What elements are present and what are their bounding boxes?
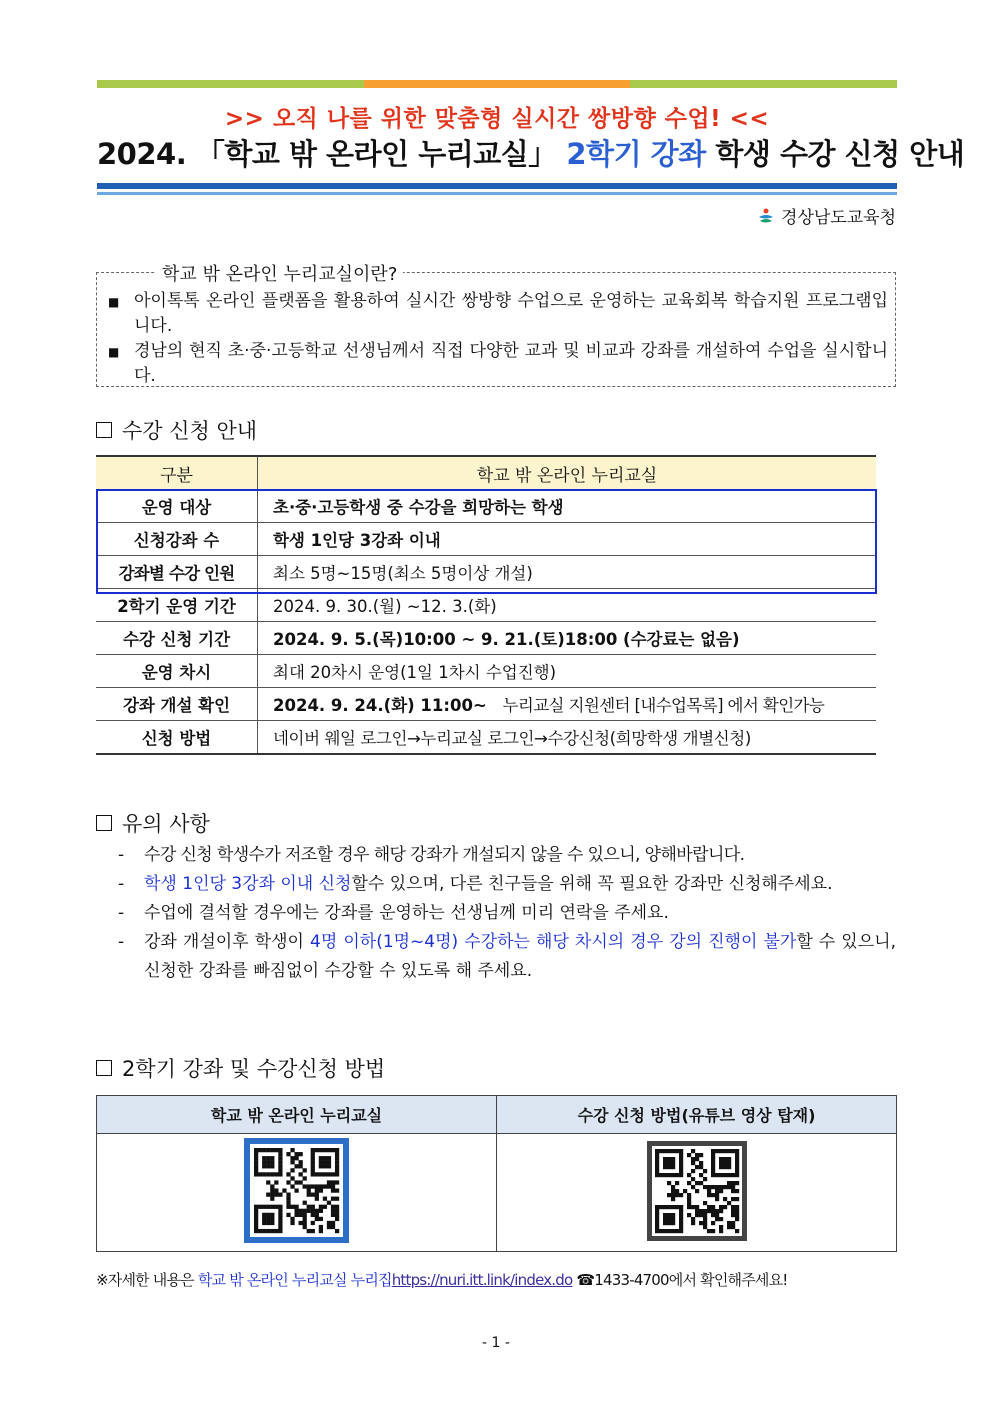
title-part2: 2학기 강좌	[566, 137, 706, 171]
title-part1: 2024. 「학교 밖 온라인 누리교실」	[97, 137, 557, 171]
checkbox-icon	[96, 1060, 112, 1076]
list-item: ■ 아이톡톡 온라인 플랫폼을 활용하여 실시간 쌍방향 수업으로 운영하는 교육회복 학습지원 프로그램입니다.	[108, 289, 888, 339]
footer-note: ※자세한 내용은 학교 밖 온라인 누리교실 누리집https://nuri.itt.link/index.do ☎1433-4700에서 확인해주세요!	[96, 1271, 788, 1289]
table-row: 신청강좌 수 학생 1인당 3강좌 이내	[96, 523, 876, 556]
list-item: - 수업에 결석할 경우에는 강좌를 운영하는 선생님께 미리 연락을 주세요.	[118, 903, 669, 923]
page-title	[97, 132, 965, 173]
list-item: - 학생 1인당 3강좌 이내 신청할수 있으며, 다른 친구들을 위해 꼭 필요한 강좌만 신청해주세요.	[118, 874, 833, 894]
education-office-logo-icon	[757, 207, 775, 225]
table-header-cell: 학교 밖 온라인 누리교실	[258, 456, 877, 490]
table-row: 2학기 운영 기간 2024. 9. 30.(월) ~12. 3.(화)	[96, 589, 876, 622]
header-subtitle: >> 오직 나를 위한 맞춤형 실시간 쌍방향 수업! <<	[224, 106, 770, 132]
organization-name: 경상남도교육청	[781, 208, 896, 228]
table-row: 강좌 개설 확인 2024. 9. 24.(화) 11:00~ 누리교실 지원센터 [내수업목록] 에서 확인가능	[96, 688, 876, 721]
section-heading-notes: 유의 사항	[96, 808, 210, 838]
title-underline-bar	[97, 183, 897, 195]
square-bullet-icon: ■	[108, 345, 120, 359]
page-number: - 1 -	[482, 1335, 510, 1351]
notes-list	[118, 841, 896, 986]
table-header-cell: 구분	[96, 456, 258, 490]
qr-header-nuri: 학교 밖 온라인 누리교실	[97, 1096, 497, 1134]
list-item: - 수강 신청 학생수가 저조할 경우 해당 강좌가 개설되지 않을 수 있으니, 양해바랍니다.	[118, 845, 745, 865]
section-heading-application: 수강 신청 안내	[96, 415, 257, 445]
organization	[757, 203, 896, 228]
table-row: 운영 대상 초·중·고등학생 중 수강을 희망하는 학생	[96, 490, 876, 523]
qr-code-icon[interactable]	[647, 1141, 747, 1245]
table-row: 강좌별 수강 인원 최소 5명~15명(최소 5명이상 개설)	[96, 556, 876, 589]
homepage-link[interactable]: https://nuri.itt.link/index.do	[391, 1271, 573, 1289]
list-item: - 강좌 개설이후 학생이 4명 이하(1명~4명) 수강하는 해당 차시의 경우 강의 진행이 불가할 수 있으니, 신청한 강좌를 빠짐없이 수강할 수 있도록 해 주세요.	[118, 932, 896, 981]
intro-title: 학교 밖 온라인 누리교실이란?	[156, 260, 403, 286]
highlight-frame	[96, 489, 877, 594]
checkbox-icon	[96, 422, 112, 438]
title-part3: 학생 수강 신청 안내	[715, 137, 965, 171]
square-bullet-icon: ■	[108, 295, 120, 309]
qr-header-youtube: 수강 신청 방법(유튜브 영상 탑재)	[497, 1096, 897, 1134]
qr-table	[96, 1095, 897, 1252]
table-row: 운영 차시 최대 20차시 운영(1일 1차시 수업진행)	[96, 655, 876, 688]
table-row: 수강 신청 기간 2024. 9. 5.(목)10:00 ~ 9. 21.(토)18:00 (수강료는 없음)	[96, 622, 876, 655]
section-heading-methods: 2학기 강좌 및 수강신청 방법	[96, 1053, 385, 1083]
checkbox-icon	[96, 815, 112, 831]
intro-bullets	[108, 289, 888, 389]
qr-code-icon[interactable]	[244, 1138, 349, 1247]
table-row: 신청 방법 네이버 웨일 로그인→누리교실 로그인→수강신청(희망학생 개별신청)	[96, 721, 876, 755]
list-item: ■ 경남의 현직 초·중·고등학교 선생님께서 직접 다양한 교과 및 비교과 강좌를 개설하여 수업을 실시합니다.	[108, 339, 888, 389]
table-header-row	[96, 456, 876, 490]
top-color-bar	[97, 80, 897, 88]
